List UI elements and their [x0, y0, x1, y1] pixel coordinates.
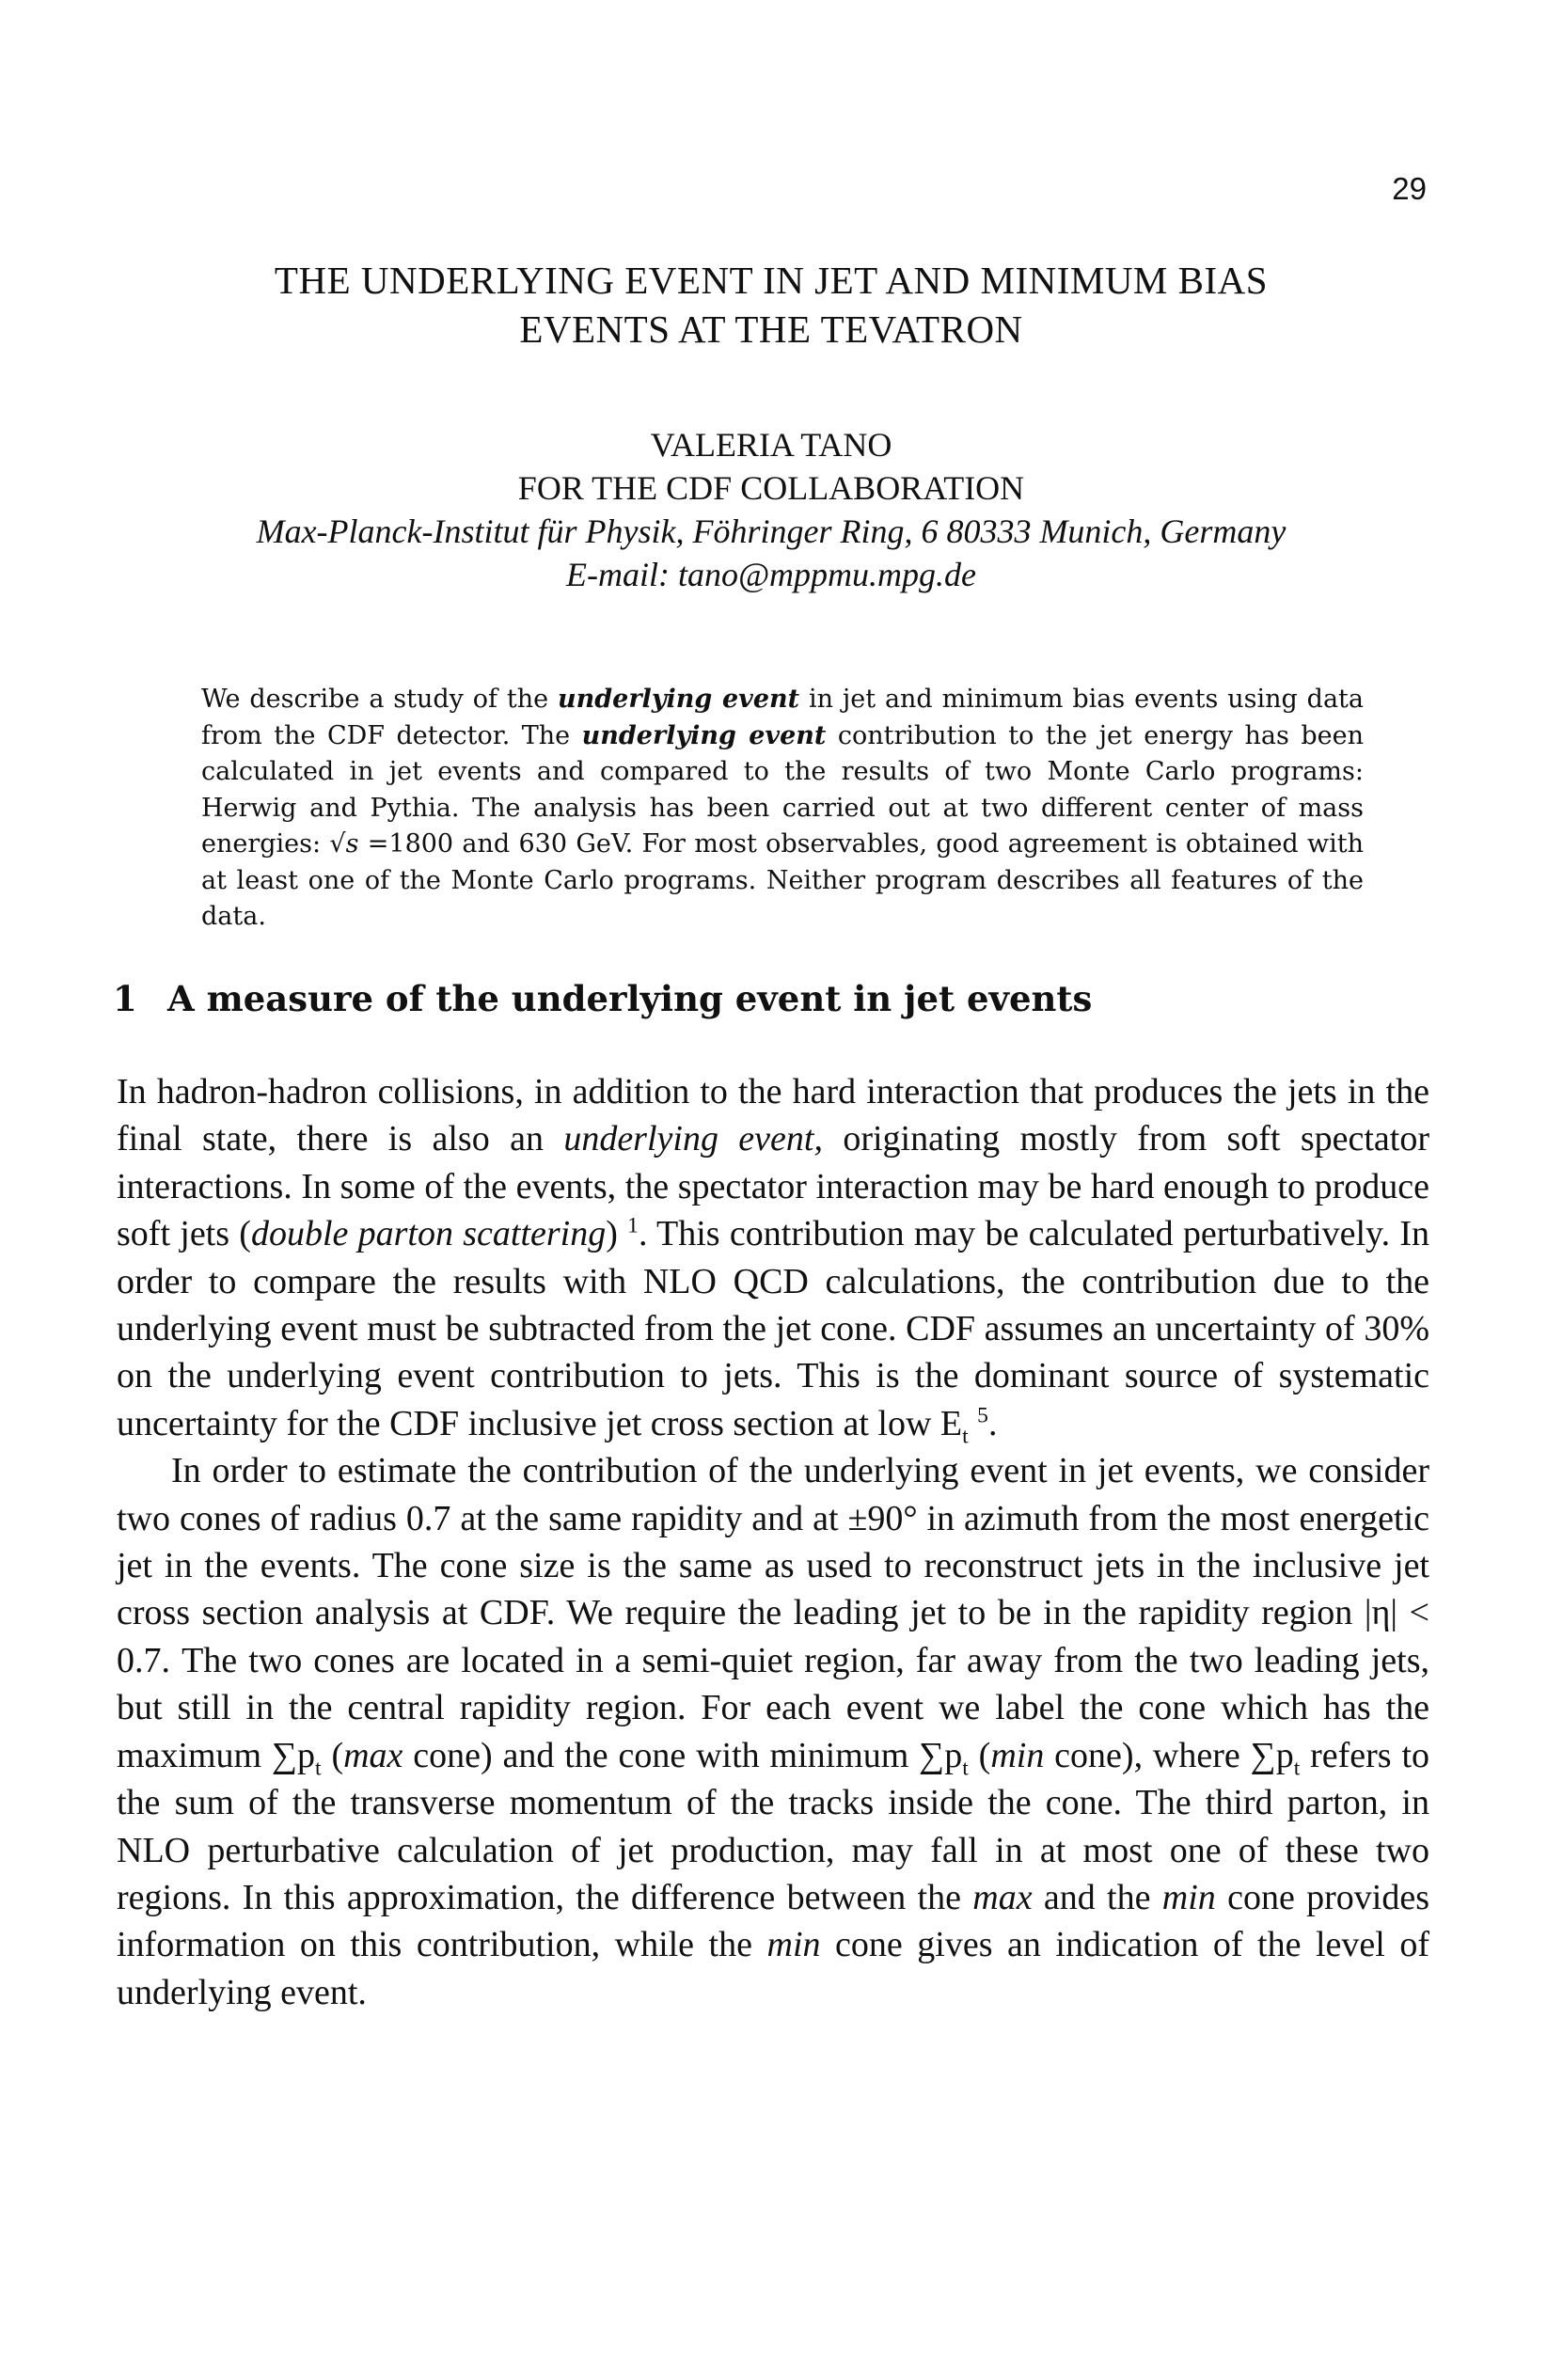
- paragraph-text: originating mostly from soft spectator interactions. In some of the events, the spectator interaction may be hard enough to produce soft jets (: [117, 1119, 1430, 1254]
- section-heading: [113, 978, 1429, 1019]
- title-line-2: EVENTS AT THE TEVATRON: [519, 307, 1023, 351]
- abstract-emphasis: underlying event: [581, 720, 827, 750]
- paragraph-emphasis: max: [972, 1877, 1033, 1917]
- paragraph-emphasis: max: [343, 1735, 403, 1775]
- paragraph-text: cone gives an indication of the level of underlying event.: [117, 1925, 1429, 2012]
- author-affiliation: Max-Planck-Institut für Physik, Föhringer Ring, 6 80333 Munich, Germany: [256, 512, 1287, 550]
- paragraph-emphasis: underlying event,: [563, 1119, 823, 1159]
- paragraph-text: ): [606, 1214, 628, 1254]
- paragraph-text: In order to estimate the contribution of the underlying event in jet events, we consider two cones of radius 0.7 at the same rapidity and at ±90° in azimuth from the most energetic jet in the events. The cone size is the same as used to reconstruct jets in the inclusive jet cross section analysis at CDF. We require the leading jet to be in the rapidity region |η| < 0.7. The two cones are located in a semi-quiet region, far away from the two leading jets, but still in the central rapidity region. For each event we label the cone which has the maximum ∑p: [117, 1451, 1429, 1775]
- abstract-text: contribution to the jet energy has been calculated in jet events and compared to the results of two Monte Carlo programs: Herwig and Pythia. The analysis has been carried out at two different center of mass energies:: [201, 720, 1364, 859]
- body-text: [117, 1068, 1429, 2016]
- section-title: A measure of the underlying event in jet events: [167, 978, 1093, 1019]
- paragraph-emphasis: min: [1161, 1877, 1216, 1917]
- subscript-t: t: [315, 1756, 322, 1781]
- section-number: 1: [113, 978, 137, 1019]
- paragraph-text: and the: [1032, 1877, 1162, 1917]
- abstract-text: in jet and minimum bias events using data from the CDF detector. The: [201, 685, 1364, 750]
- paragraph-text: cone), where ∑p: [1044, 1735, 1294, 1775]
- paragraph-text: (: [968, 1735, 991, 1775]
- paragraph-text: cone provides information on this contribution, while the: [117, 1877, 1429, 1965]
- reference-1: 1: [627, 1213, 639, 1238]
- subscript-t: t: [962, 1756, 969, 1781]
- paragraph-emphasis: double parton scattering: [250, 1214, 607, 1254]
- paragraph-2: [117, 1447, 1429, 2016]
- paragraph-text: In hadron-hadron collisions, in addition to the hard interaction that produces the jets in the final state, there is also an: [117, 1072, 1429, 1159]
- paragraph-text: cone) and the cone with minimum ∑p: [403, 1735, 963, 1775]
- reference-5: 5: [977, 1403, 988, 1428]
- author-name: VALERIA TANO: [650, 426, 892, 464]
- paragraph-1: [117, 1068, 1429, 1447]
- paragraph-text: .: [987, 1403, 998, 1443]
- abstract-text: We describe a study of the: [201, 685, 559, 714]
- subscript-t: t: [1293, 1756, 1301, 1781]
- paragraph-text: (: [321, 1735, 344, 1775]
- author-email: E-mail: tano@mppmu.mpg.de: [565, 556, 977, 593]
- author-collaboration: FOR THE CDF COLLABORATION: [517, 469, 1025, 507]
- abstract: [201, 682, 1364, 936]
- author-block: [113, 423, 1429, 596]
- paragraph-text: . This contribution may be calculated perturbatively. In order to compare the results with NLO QCD calculations, the contribution due to the underlying event must be subtracted from the jet cone. CDF assumes an uncertainty of 30% on the underlying event contribution to jets. This is the dominant source of systematic uncertainty for the CDF inclusive jet cross section at low E: [117, 1214, 1429, 1443]
- paper-title: [113, 256, 1429, 354]
- paragraph-emphasis: min: [990, 1735, 1045, 1775]
- abstract-text: =1800 and 630 GeV. For most observables, good agreement is obtained with at least one of the Monte Carlo programs. Neither program describes all features of the data.: [201, 829, 1364, 931]
- sqrt-s-symbol: √s: [329, 829, 359, 859]
- paragraph-text: [969, 1404, 978, 1443]
- page-number: 29: [1392, 171, 1427, 206]
- paragraph-text: refers to the sum of the transverse momentum of the tracks inside the cone. The third parton, in NLO perturbative calculation of jet production, may fall in at most one of these two regions. In this approximation, the difference between the: [117, 1735, 1430, 1917]
- subscript-t: t: [962, 1424, 969, 1449]
- abstract-emphasis: underlying event: [558, 685, 800, 714]
- title-line-1: THE UNDERLYING EVENT IN JET AND MINIMUM BIAS: [274, 259, 1269, 302]
- paragraph-emphasis: min: [766, 1925, 821, 1965]
